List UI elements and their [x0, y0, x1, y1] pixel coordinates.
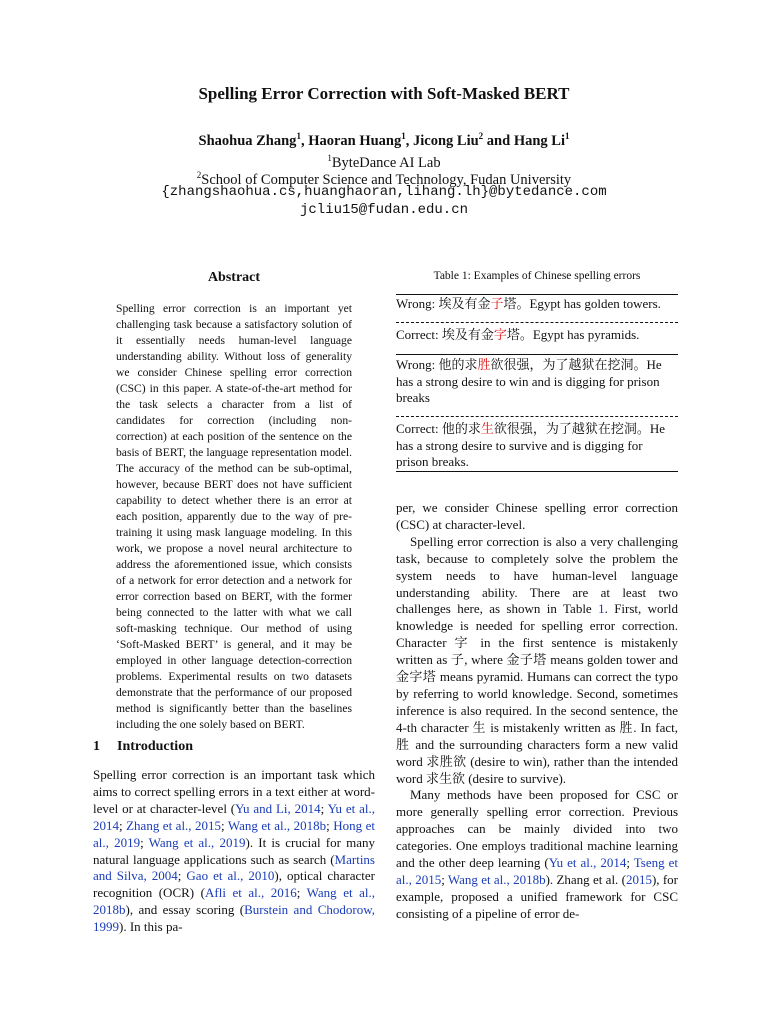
table-dash-divider	[396, 322, 678, 323]
citation-link[interactable]: 1	[598, 601, 605, 617]
paragraph	[396, 534, 678, 788]
text-run: ), optical character recognition (OCR) (	[93, 868, 375, 901]
text-run: Wrong: 埃及有金	[396, 296, 491, 311]
abstract-body: Spelling error correction is an important yet challenging task because a satisfactory solution of it essentially needs human-level language understanding ability. Without loss of generality we consider Chinese spelling error correction (CSC) in this paper. A state-of-the-art method for the task selects a character from a list of candidates for correction (including non-correction) at each position of the sentence on the basis of BERT, the language representation model. The accuracy of the method can be sub-optimal, however, because BERT does not have sufficient capability to detect whether there is an error at each position, apparently due to the way of pre-training it using mask language modeling. In this work, we propose a novel neural architecture to address the aforementioned issue, which consists of a network for error detection and a network for error correction based on BERT, with the former being connected to the latter with what we call soft-masking technique. Our method of using ‘Soft-Masked BERT’ is general, and it may be employed in other language detection-correction problems. Experimental results on two datasets demonstrate that the performance of our proposed method is significantly better than the baselines including the one solely based on BERT.	[116, 302, 352, 731]
text-run: Correct: 他的求	[396, 421, 481, 436]
table-rule-bottom	[396, 471, 678, 472]
citation-link[interactable]: Wang et al., 2018b	[227, 817, 327, 833]
text-run: Spelling error correction is an important task which aims to correct spelling errors in a text either at word-level or at character-level (	[93, 767, 375, 816]
citation-link[interactable]: Wang et al., 2018b	[93, 885, 375, 918]
author-list	[0, 131, 768, 150]
text-run: ;	[119, 817, 127, 833]
author: Hang Li$^1$	[513, 131, 570, 149]
text-run: ;	[177, 868, 187, 884]
text-run: Many methods have been proposed for CSC or more generally spelling error correction. Previous approaches can be mainly divided into two categories. One employs traditional machine learning and the other deep learning (	[396, 787, 678, 871]
highlighted-character: 子	[490, 296, 504, 311]
citation-link[interactable]: Gao et al., 2010	[186, 868, 275, 884]
email-bytedance: {zhangshaohua.cs,huanghaoran,lihang.lh}@bytedance.com	[161, 184, 607, 200]
table-caption: Table 1: Examples of Chinese spelling errors	[433, 270, 641, 282]
text-run: ;	[221, 817, 228, 833]
author: Haoran Huang$^1$,	[308, 131, 413, 149]
citation-link[interactable]: Burstein and Chodorow, 1999	[93, 902, 375, 935]
paragraph	[396, 787, 678, 922]
text-run: ;	[296, 885, 307, 901]
citation-link[interactable]: Yu et al., 2014	[548, 855, 627, 871]
table-row-correct-2	[396, 421, 678, 471]
citation-link[interactable]: Hong et al., 2019	[93, 817, 376, 850]
text-run: Spelling error correction is also a very challenging task, because to completely solve the problem the system needs to have human-level language understanding ability. There are at least two challenges here, as shown in Table	[396, 533, 678, 617]
email-fudan: jcliu15@fudan.edu.cn	[299, 202, 469, 218]
table-row-wrong-1	[396, 296, 678, 313]
highlighted-character: 字	[493, 327, 507, 342]
column-2-text	[396, 500, 678, 923]
affiliation-1: $^1$ByteDance AI Lab	[327, 153, 441, 171]
text-run: ), and essay scoring (	[125, 902, 245, 918]
citation-link[interactable]: Yu and Li, 2014	[235, 800, 321, 816]
highlighted-character: 生	[480, 421, 494, 436]
section-heading-introduction: 1 Introduction	[93, 739, 193, 754]
highlighted-character: 胜	[477, 357, 491, 372]
citation-link[interactable]: Wang et al., 2018b	[447, 871, 546, 887]
text-run: 欲很强，为了越狱在挖洞。He has a strong desire to win and is digging for prison breaks	[396, 357, 662, 406]
table-row-correct-1	[396, 327, 678, 344]
intro-paragraph	[93, 767, 375, 936]
text-run: ). In this pa-	[119, 919, 183, 935]
abstract-heading: Abstract	[207, 270, 261, 285]
citation-link[interactable]: Martins and Silva, 2004	[93, 851, 375, 884]
text-run: ;	[626, 855, 634, 871]
text-run: Correct: 埃及有金	[396, 327, 494, 342]
affiliation-2: $^2$School of Computer Science and Technology, Fudan University	[196, 170, 572, 188]
text-run: 欲很强，为了越狱在挖洞。He has a strong desire to survive and is digging for prison breaks.	[396, 421, 666, 470]
citation-link[interactable]: 2015	[625, 871, 652, 887]
text-run: . First, world knowledge is needed for spelling error correction. Character 字 in the first sentence is mistakenly written as 子, where 金子塔 means golden tower and 金字塔 means pyramid. Humans can correct the typo by referring to world knowledge. Second, sometimes inference is also required. In the second sentence, the 4-th character 生 is mistakenly written as 胜. In fact, 胜 and the surrounding characters form a new valid word 求胜欲 (desire to win), rather than the intended word 求生欲 (desire to survive).	[396, 601, 678, 786]
text-run: ). It is crucial for many natural language applications such as search (	[93, 834, 376, 867]
paragraph	[396, 500, 678, 534]
citation-link[interactable]: Wang et al., 2019	[148, 834, 246, 850]
text-run: ;	[140, 834, 149, 850]
paper-title: Spelling Error Correction with Soft-Masked BERT	[198, 84, 570, 103]
text-run: ;	[326, 817, 334, 833]
table-rule-top	[396, 294, 678, 295]
citation-link[interactable]: Yu et al., 2014	[93, 800, 375, 833]
text-run: ), for example, proposed a unified framework for CSC consisting of a pipeline of error de-	[396, 871, 678, 921]
author: Shaohua Zhang$^1$,	[198, 131, 309, 149]
text-run: ;	[320, 800, 328, 816]
citation-link[interactable]: Zhang et al., 2015	[126, 817, 222, 833]
text-run: ;	[441, 871, 448, 887]
text-run: ). Zhang et al. (	[545, 871, 626, 887]
table-rule-mid	[396, 354, 678, 355]
table-row-wrong-2	[396, 357, 678, 407]
citation-link[interactable]: Tseng et al., 2015	[396, 855, 678, 887]
table-dash-divider	[396, 416, 678, 417]
author: Jicong Liu$^2$ and	[413, 131, 514, 149]
citation-link[interactable]: Afli et al., 2016	[204, 885, 297, 901]
text-run: per, we consider Chinese spelling error correction (CSC) at character-level.	[396, 500, 678, 532]
text-run: Wrong: 他的求	[396, 357, 478, 372]
text-run: 塔。Egypt has golden towers.	[503, 296, 661, 311]
text-run: 塔。Egypt has pyramids.	[506, 327, 640, 342]
